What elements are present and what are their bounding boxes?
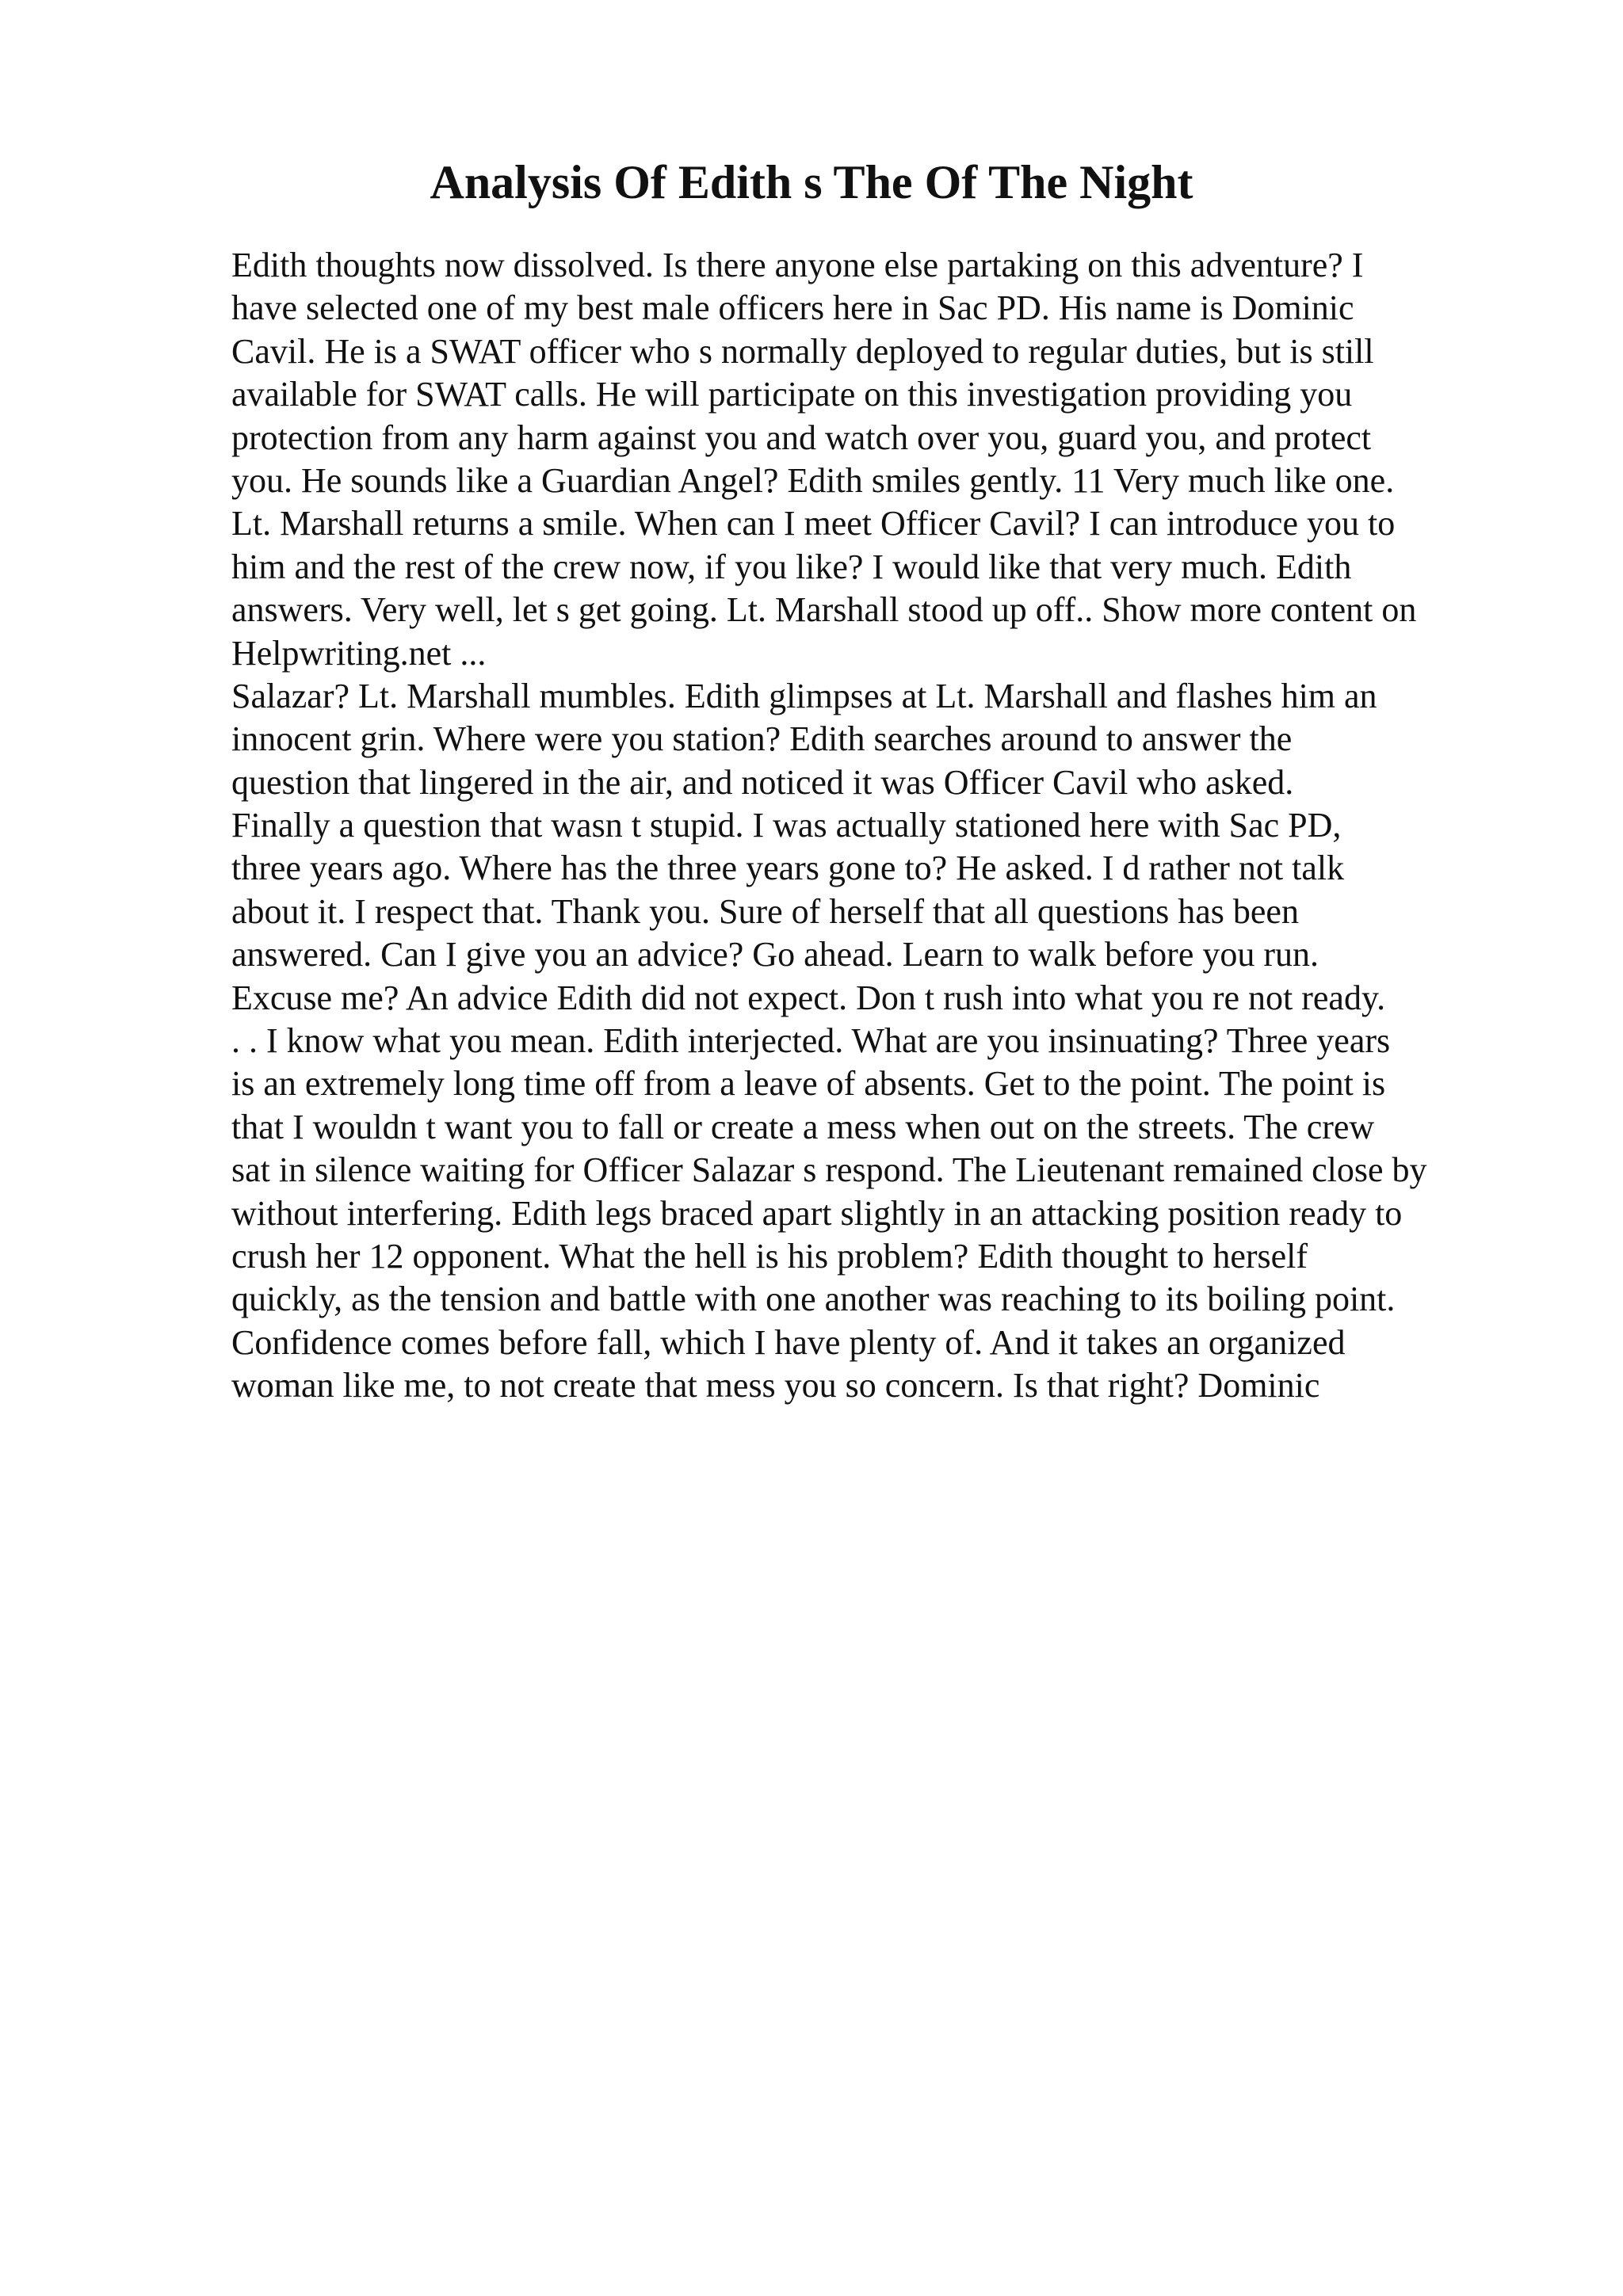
body-line: Confidence comes before fall, which I have plenty of. And it takes an organized	[231, 1322, 1346, 1362]
body-line: Finally a question that wasn t stupid. I was actually stationed here with Sac PD,	[231, 806, 1342, 845]
body-line: answers. Very well, let s get going. Lt. Marshall stood up off.. Show more content on	[231, 590, 1417, 630]
body-line: woman like me, to not create that mess you so concern. Is that right? Dominic	[231, 1366, 1320, 1405]
body-line: Excuse me? An advice Edith did not expect. Don t rush into what you re not ready.	[231, 978, 1386, 1017]
body-line: about it. I respect that. Thank you. Sure of herself that all questions has been	[231, 891, 1299, 931]
body-line: sat in silence waiting for Officer Salazar s respond. The Lieutenant remained close by	[231, 1150, 1427, 1190]
body-line: is an extremely long time off from a leave of absents. Get to the point. The point is	[231, 1064, 1386, 1104]
body-line: Salazar? Lt. Marshall mumbles. Edith glimpses at Lt. Marshall and flashes him an	[231, 676, 1377, 715]
body-line: you. He sounds like a Guardian Angel? Edith smiles gently. 11 Very much like one.	[231, 460, 1395, 500]
body-line: answered. Can I give you an advice? Go ahead. Learn to walk before you run.	[231, 935, 1319, 974]
body-line: protection from any harm against you and watch over you, guard you, and protect	[231, 418, 1372, 457]
body-line: him and the rest of the crew now, if you like? I would like that very much. Edith	[231, 547, 1352, 586]
body-line: Lt. Marshall returns a smile. When can I meet Officer Cavil? I can introduce you to	[231, 504, 1396, 543]
body-line: three years ago. Where has the three years gone to? He asked. I d rather not talk	[231, 849, 1345, 888]
body-line: innocent grin. Where were you station? Edith searches around to answer the	[231, 719, 1293, 759]
body-line: quickly, as the tension and battle with one another was reaching to its boiling point.	[231, 1280, 1396, 1319]
body-line: Helpwriting.net ...	[231, 633, 487, 673]
body-line: Cavil. He is a SWAT officer who s normally deployed to regular duties, but is still	[231, 331, 1374, 371]
body-line: Edith thoughts now dissolved. Is there anyone else partaking on this adventure? I	[231, 246, 1364, 284]
document-body	[231, 244, 1515, 1408]
body-line: available for SWAT calls. He will participate on this investigation providing you	[231, 375, 1353, 414]
body-line: have selected one of my best male officers here in Sac PD. His name is Dominic	[231, 288, 1354, 328]
body-line: without interfering. Edith legs braced apart slightly in an attacking position ready to	[231, 1193, 1403, 1233]
body-line: that I wouldn t want you to fall or create a mess when out on the streets. The crew	[231, 1107, 1375, 1146]
body-line: . . I know what you mean. Edith interjected. What are you insinuating? Three years	[231, 1021, 1391, 1061]
document-title: Analysis Of Edith s The Of The Night	[430, 156, 1193, 208]
body-line: question that lingered in the air, and noticed it was Officer Cavil who asked.	[231, 762, 1294, 802]
body-line: crush her 12 opponent. What the hell is his problem? Edith thought to herself	[231, 1236, 1308, 1276]
